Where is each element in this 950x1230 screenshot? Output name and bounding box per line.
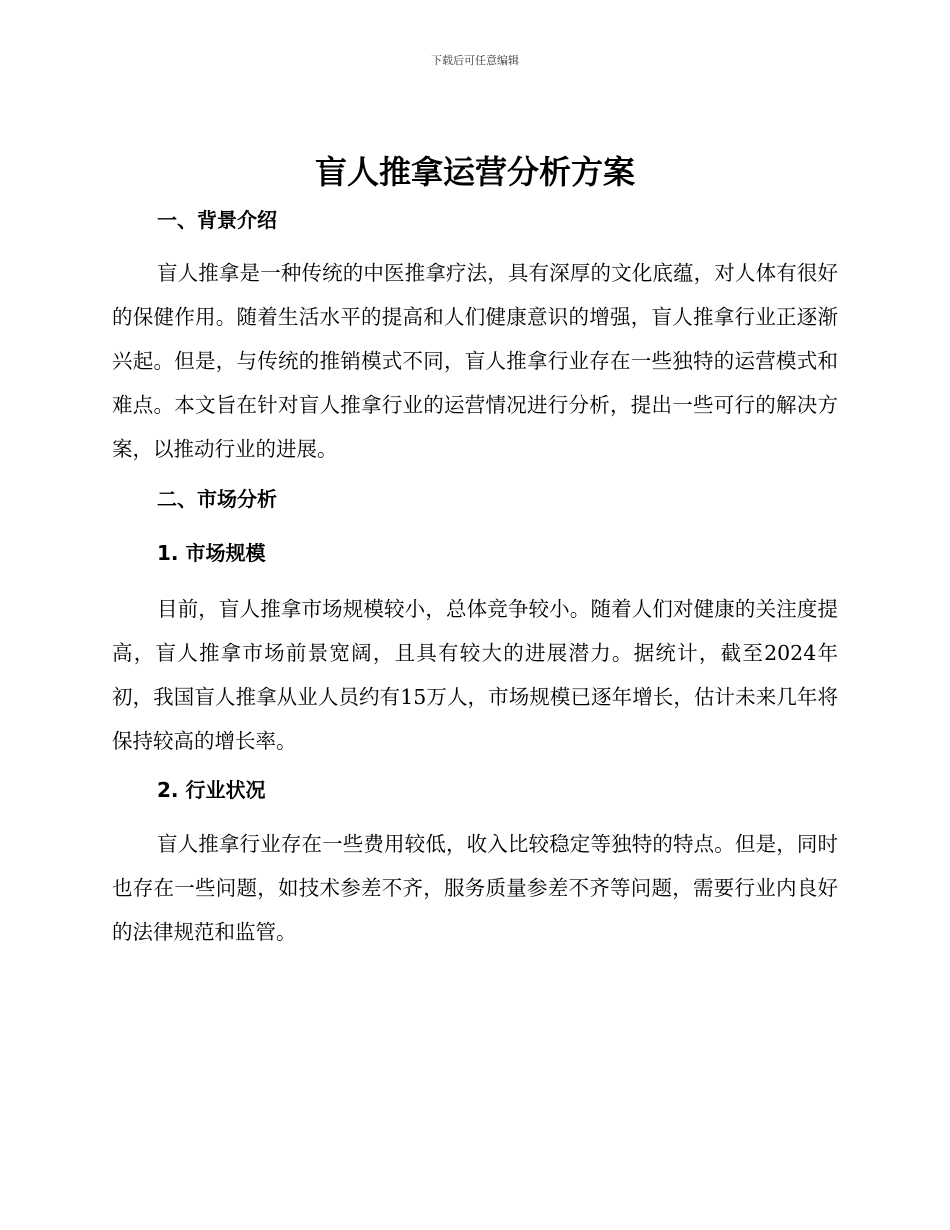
- paragraph-background: 盲人推拿是一种传统的中医推拿疗法，具有深厚的文化底蕴，对人体有很好的保健作用。随着生活水平的提高和人们健康意识的增强，盲人推拿行业正逐渐兴起。但是，与传统的推销模式不同，盲人推拿行业存在一些独特的运营模式和难点。本文旨在针对盲人推拿行业的运营情况进行分析，提出一些可行的解决方案，以推动行业的进展。: [112, 261, 838, 461]
- page-header-note: 下载后可任意编辑: [431, 54, 519, 67]
- paragraph-market-size: 目前，盲人推拿市场规模较小，总体竞争较小。随着人们对健康的关注度提高，盲人推拿市场前景宽阔，且具有较大的进展潜力。据统计，截至2024年初，我国盲人推拿从业人员约有15万人，市场规模已逐年增长，估计未来几年将保持较高的增长率。: [112, 597, 838, 753]
- subheading-market-size: 1. 市场规模: [157, 541, 266, 565]
- subheading-industry-status: 2. 行业状况: [157, 778, 266, 802]
- section-heading-market-analysis: 二、市场分析: [157, 487, 277, 511]
- section-heading-background: 一、背景介绍: [157, 208, 277, 232]
- document-title: 盲人推拿运营分析方案: [314, 153, 635, 191]
- paragraph-industry-status: 盲人推拿行业存在一些费用较低，收入比较稳定等独特的特点。但是，同时也存在一些问题，如技术参差不齐，服务质量参差不齐等问题，需要行业内良好的法律规范和监管。: [112, 832, 838, 944]
